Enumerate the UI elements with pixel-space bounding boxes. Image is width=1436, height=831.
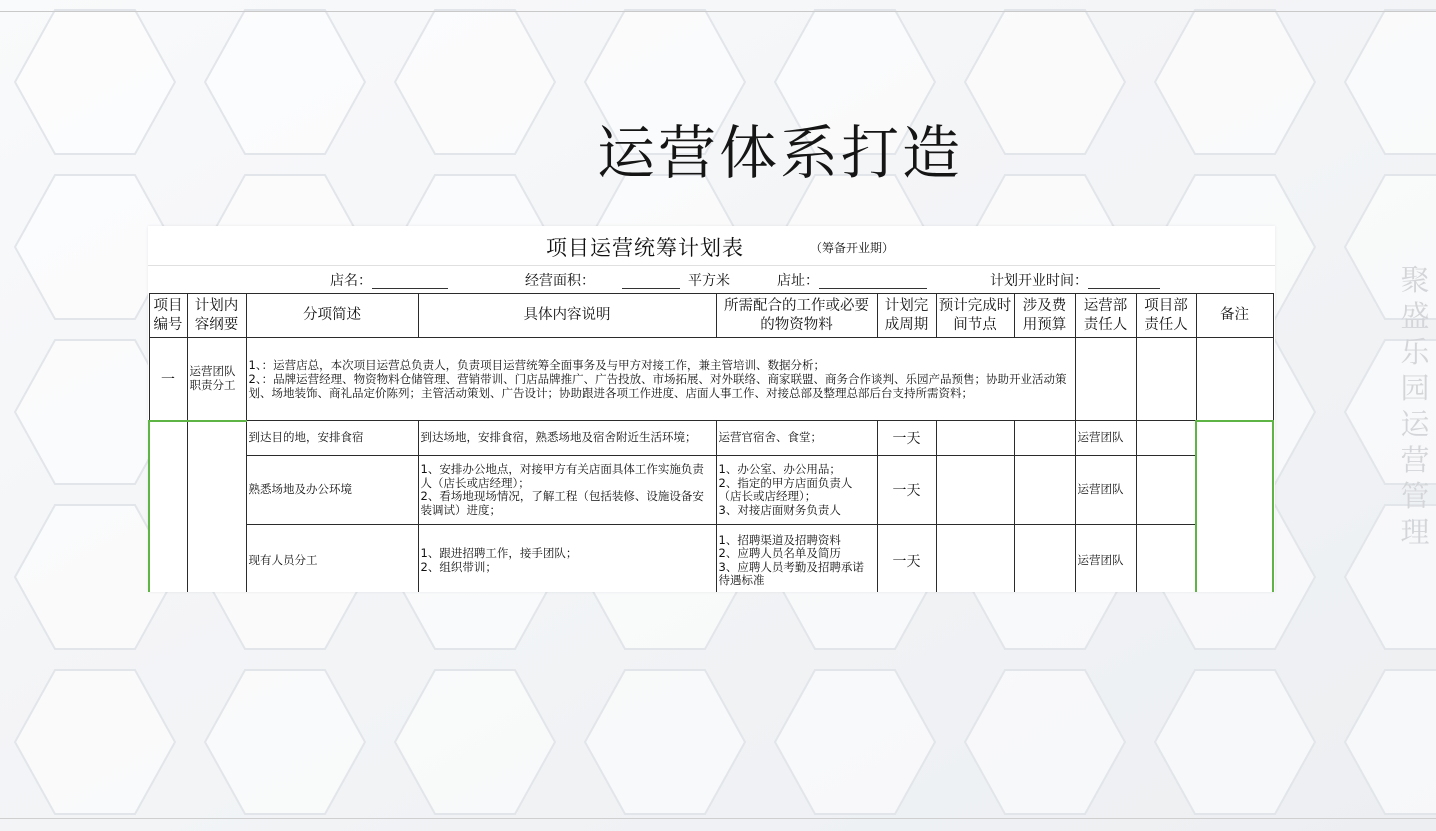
- sheet-title: 项目运营统筹计划表: [546, 236, 744, 260]
- empty-cell: [187, 421, 246, 593]
- empty-cell: [936, 421, 1014, 456]
- blank-line: [819, 275, 927, 289]
- header-content: 具体内容说明: [418, 294, 716, 338]
- side-char: 管: [1400, 479, 1430, 513]
- sheet-title-row: [148, 226, 1275, 266]
- empty-cell: [149, 421, 187, 593]
- section-description: 1、：运营店总，本次项目运营总负责人，负责项目运营统筹全面事务及与甲方对接工作，兼主管培训、数据分析； 2、：品牌运营经理、物资物料仓储管理、营销带训、门店品牌推广、广告投放、市场拓展、对外联络、商家联盟、商务合作谈判、乐园产品预售；协助开业活动策划、场地装饰、商礼品定价陈列；主管活动策划、广告设计；协助跟进各项工作进度、店面人事工作、对接总部及整理总部后台支持所需资料；: [246, 338, 1075, 421]
- empty-cell: [1014, 421, 1075, 456]
- header-item: 分项简述: [246, 294, 418, 338]
- empty-cell: [936, 525, 1014, 593]
- row-materials: 运营官宿舍、食堂；: [716, 421, 877, 456]
- address-label: 店址：: [777, 273, 819, 289]
- empty-cell: [1136, 338, 1196, 421]
- row-ops-owner: 运营团队: [1075, 421, 1136, 456]
- plan-table: [148, 293, 1274, 592]
- side-char: 乐: [1400, 335, 1430, 369]
- sheet-title-note: （筹备开业期）: [810, 241, 895, 255]
- side-char: 运: [1400, 407, 1430, 441]
- blank-line: [1088, 275, 1160, 289]
- empty-cell: [1136, 525, 1196, 593]
- side-vertical-text: [1398, 262, 1432, 550]
- row-period: 一天: [877, 456, 936, 525]
- section-outline: 运营团队职责分工: [187, 338, 246, 421]
- table-row: [149, 456, 1273, 525]
- side-char: 聚: [1400, 263, 1430, 297]
- table-row: [149, 525, 1273, 593]
- empty-cell: [1196, 338, 1273, 421]
- header-node: 预计完成时间节点: [936, 294, 1014, 338]
- side-char: 理: [1400, 515, 1430, 549]
- side-char: 盛: [1400, 299, 1430, 333]
- section-row: [149, 338, 1273, 421]
- header-row: [149, 294, 1273, 338]
- side-char: 园: [1400, 371, 1430, 405]
- header-materials: 所需配合的工作或必要的物资物料: [716, 294, 877, 338]
- row-materials: 1、办公室、办公用品； 2、指定的甲方店面负责人（店长或店经理）； 3、对接店面财务负责人: [716, 456, 877, 525]
- table-row: [149, 421, 1273, 456]
- open-time-field: [990, 270, 1088, 290]
- side-char: 营: [1400, 443, 1430, 477]
- slide-title: 运营体系打造: [596, 119, 963, 187]
- slide-bottom-rule: [0, 818, 1436, 819]
- slide-top-rule: [0, 11, 1436, 12]
- header-outline: 计划内容纲要: [187, 294, 246, 338]
- blank-line: [622, 275, 680, 289]
- row-content: 1、跟进招聘工作，接手团队； 2、组织带训；: [418, 525, 716, 593]
- row-content: 1、安排办公地点，对接甲方有关店面具体工作实施负责人（店长或店经理）； 2、看场地现场情况，了解工程（包括装修、设施设备安装调试）进度；: [418, 456, 716, 525]
- row-materials: 1、招聘渠道及招聘资料 2、应聘人员名单及简历 3、应聘人员考勤及招聘承诺待遇标准: [716, 525, 877, 593]
- store-name-label: 店名：: [330, 273, 372, 289]
- row-item: 熟悉场地及办公环境: [246, 456, 418, 525]
- section-no: 一: [149, 338, 187, 421]
- store-info-row: [148, 265, 1275, 293]
- header-proj-owner: 项目部责任人: [1136, 294, 1196, 338]
- store-name-field: [330, 270, 372, 290]
- header-period: 计划完成周期: [877, 294, 936, 338]
- row-ops-owner: 运营团队: [1075, 456, 1136, 525]
- row-item: 现有人员分工: [246, 525, 418, 593]
- plan-spreadsheet-image: [148, 226, 1275, 592]
- row-ops-owner: 运营团队: [1075, 525, 1136, 593]
- empty-cell: [1136, 456, 1196, 525]
- empty-cell: [1014, 456, 1075, 525]
- blank-line: [372, 275, 448, 289]
- header-remark: 备注: [1196, 294, 1273, 338]
- open-time-label: 计划开业时间：: [990, 273, 1088, 289]
- header-budget: 涉及费用预算: [1014, 294, 1075, 338]
- remark-cell-selected: [1196, 421, 1273, 593]
- empty-cell: [1075, 338, 1136, 421]
- header-project-no: 项目编号: [149, 294, 187, 338]
- address-field: [777, 270, 819, 290]
- row-period: 一天: [877, 525, 936, 593]
- empty-cell: [936, 456, 1014, 525]
- empty-cell: [1014, 525, 1075, 593]
- row-period: 一天: [877, 421, 936, 456]
- area-label: 经营面积：: [525, 273, 595, 289]
- row-content: 到达场地，安排食宿，熟悉场地及宿舍附近生活环境；: [418, 421, 716, 456]
- empty-cell: [1136, 421, 1196, 456]
- row-item: 到达目的地，安排食宿: [246, 421, 418, 456]
- header-ops-owner: 运营部责任人: [1075, 294, 1136, 338]
- area-unit: 平方米: [688, 273, 730, 289]
